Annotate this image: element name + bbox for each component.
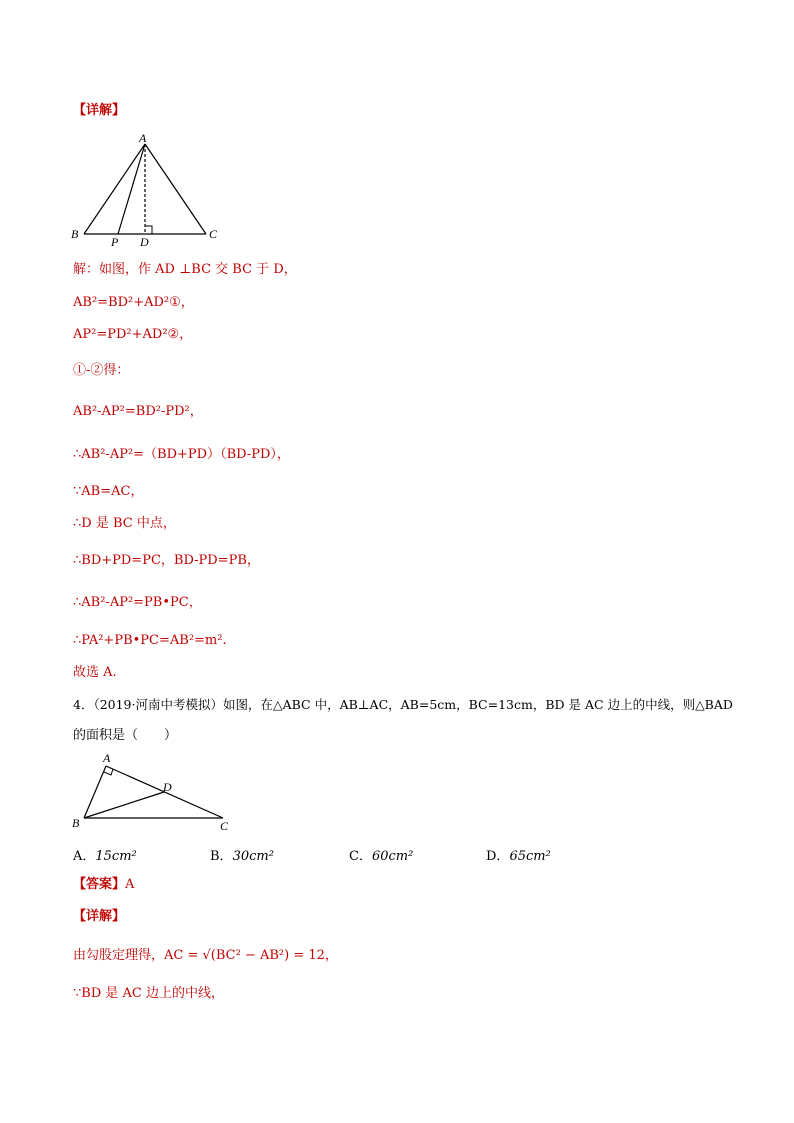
answer-line bbox=[73, 876, 134, 894]
option-c bbox=[349, 845, 413, 864]
side-ab bbox=[84, 766, 106, 818]
triangle-figure-1 bbox=[68, 130, 228, 250]
segment-ap bbox=[118, 144, 145, 234]
step-6: ∴AB²-AP²=（BD+PD）（BD-PD）， bbox=[73, 447, 290, 462]
side-ac bbox=[145, 144, 206, 234]
option-b bbox=[210, 845, 274, 864]
step-3: AP²=PD²+AD²②， bbox=[73, 327, 193, 342]
solution2-line-1: 由勾股定理得，AC = √(BC² − AB²) = 12， bbox=[73, 948, 338, 963]
option-c-value: 60cm² bbox=[371, 849, 414, 864]
option-d bbox=[486, 845, 551, 864]
step-1: 解：如图，作 AD ⊥BC 交 BC 于 D， bbox=[73, 262, 297, 277]
label-d: D bbox=[163, 780, 172, 794]
option-b-letter: B． bbox=[210, 849, 233, 864]
step-11: ∴PA²+PB•PC=AB²=m². bbox=[73, 633, 227, 648]
label-p: P bbox=[111, 235, 119, 249]
step-5: AB²-AP²=BD²-PD²， bbox=[73, 404, 203, 419]
option-d-letter: D． bbox=[486, 849, 510, 864]
label-c: C bbox=[209, 227, 218, 241]
step-12: 故选 A. bbox=[73, 665, 117, 680]
step-8: ∴D 是 BC 中点， bbox=[73, 516, 176, 531]
option-a-value: 15cm² bbox=[95, 849, 137, 864]
label-b: B bbox=[71, 227, 79, 241]
answer-label: 【答案】 bbox=[73, 877, 126, 892]
answer-value: A bbox=[125, 877, 135, 892]
question-4-text-line2: 的面积是（ ） bbox=[73, 728, 178, 743]
right-angle-mark bbox=[145, 226, 152, 234]
section-heading-detail-2: 【详解】 bbox=[73, 909, 126, 924]
step-9: ∴BD+PD=PC，BD-PD=PB， bbox=[73, 553, 260, 568]
label-c: C bbox=[220, 819, 229, 833]
triangle-figure-2 bbox=[66, 750, 246, 835]
label-a: A bbox=[139, 131, 147, 145]
step-7: ∵AB=AC， bbox=[73, 484, 144, 499]
option-c-letter: C． bbox=[349, 849, 372, 864]
median-bd bbox=[84, 792, 164, 818]
option-b-value: 30cm² bbox=[232, 849, 274, 864]
option-a bbox=[73, 845, 137, 864]
option-d-value: 65cm² bbox=[509, 849, 551, 864]
section-heading-detail: 【详解】 bbox=[73, 103, 126, 118]
step-4: ①-②得： bbox=[73, 363, 130, 378]
label-a: A bbox=[103, 751, 111, 765]
step-10: ∴AB²-AP²=PB•PC， bbox=[73, 595, 202, 610]
side-ab bbox=[84, 144, 145, 234]
label-b: B bbox=[72, 816, 80, 830]
right-angle-mark bbox=[104, 769, 113, 775]
step-2: AB²=BD²+AD²①， bbox=[73, 295, 194, 310]
label-d: D bbox=[140, 235, 149, 249]
question-4-text: 4．（2019·河南中考模拟）如图，在△ABC 中，AB⊥AC，AB=5cm，BC=13cm，BD 是 AC 边上的中线，则△BAD bbox=[73, 697, 733, 712]
option-a-letter: A． bbox=[73, 849, 96, 864]
solution2-line-2: ∵BD 是 AC 边上的中线， bbox=[73, 986, 224, 1001]
